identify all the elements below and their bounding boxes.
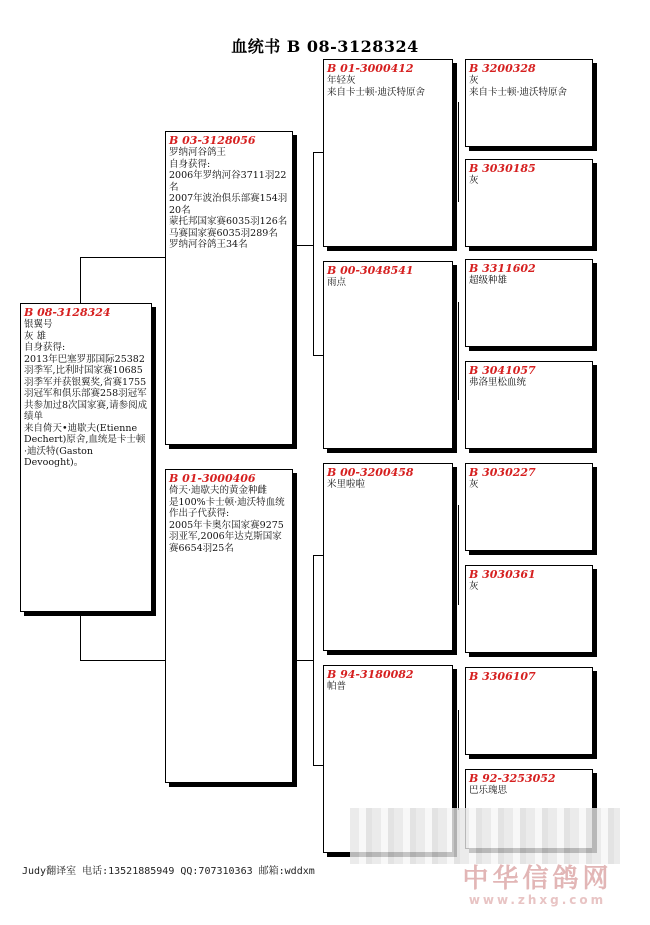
connector — [80, 612, 81, 660]
bird-description: 年轻灰 来自卡士顿·迪沃特原舍 — [327, 75, 426, 98]
pedigree-sire — [165, 131, 293, 445]
watermark-url: www.zhxg.com — [468, 893, 607, 907]
connector — [458, 505, 459, 605]
ring-number: B 03-3128056 — [169, 134, 256, 147]
connector — [458, 102, 459, 202]
ring-number: B 3041057 — [469, 364, 536, 377]
bird-description: 弗洛里松血统 — [469, 377, 527, 388]
connector — [293, 245, 313, 246]
ring-number: B 08-3128324 — [24, 306, 111, 319]
bird-description: 罗纳河谷鸽王 自身获得: 2006年罗纳河谷3711羽22名 2007年波治俱乐部赛154羽20名 蒙托邦国家赛6035羽126名 马赛国家赛6035羽289名 罗纳河谷鸽王34名 — [169, 147, 288, 250]
connector — [313, 765, 323, 766]
connector — [313, 152, 314, 355]
page-title: 血统书 B 08-3128324 — [231, 37, 419, 56]
bird-description: 灰 — [469, 479, 479, 490]
ring-number: B 3200328 — [469, 62, 536, 75]
ring-number: B 01-3000412 — [327, 62, 414, 75]
pedigree-sire-dam — [323, 261, 453, 449]
ring-number: B 3030227 — [469, 466, 536, 479]
ring-number: B 01-3000406 — [169, 472, 256, 485]
ring-number: B 00-3200458 — [327, 466, 414, 479]
connector — [80, 660, 165, 661]
connector — [313, 555, 314, 765]
pedigree-ggp-4 — [465, 361, 593, 449]
bird-description: 银翼号 灰 雄 自身获得: 2013年巴塞罗那国际25382羽季军,比利时国家赛10685羽季军并获银翼奖,省赛1755羽冠军和俱乐部赛258羽冠军 共参加过8次国家赛,请参阅成绩单 来自倚天•迪歇夫(Etienne Dechert)原舍,血统是卡士顿·迪沃特(Gaston Devooght)。 — [24, 319, 148, 468]
pedigree-dam-sire — [323, 463, 453, 651]
connector — [313, 555, 323, 556]
bird-description: 雨点 — [327, 277, 347, 288]
pedigree-ggp-7 — [465, 667, 593, 755]
pedigree-ggp-5 — [465, 463, 593, 551]
ring-number: B 3311602 — [469, 262, 536, 275]
ring-number: B 3030361 — [469, 568, 536, 581]
blurred-overlay — [350, 808, 620, 864]
bird-description: 帕普 — [327, 681, 347, 692]
bird-description: 灰 — [469, 581, 479, 592]
bird-description: 巴乐瑰思 — [469, 785, 508, 796]
footer-contact: Judy翻译室 电话:13521885949 QQ:707310363 邮箱:wddxm — [22, 866, 315, 877]
ring-number: B 92-3253052 — [469, 772, 556, 785]
ring-number: B 94-3180082 — [327, 668, 414, 681]
pedigree-sire-sire — [323, 59, 453, 247]
bird-description: 米里啦啦 — [327, 479, 366, 490]
connector — [293, 660, 313, 661]
watermark-logo-text: 中华信鸽网 — [462, 864, 613, 894]
pedigree-ggp-2 — [465, 159, 593, 247]
connector — [80, 257, 81, 303]
connector — [80, 257, 165, 258]
bird-description: 超级种雄 — [469, 275, 508, 286]
bird-description: 倚天·迪歇夫的黄金种雌 是100%卡士顿·迪沃特血统作出子代获得: 2005年卡奥尔国家赛9275羽亚军,2006年达克斯国家赛6654羽25名 — [169, 485, 285, 554]
connector — [313, 355, 323, 356]
ring-number: B 3306107 — [469, 670, 536, 683]
bird-description: 灰 — [469, 175, 479, 186]
connector — [458, 302, 459, 400]
ring-number: B 3030185 — [469, 162, 536, 175]
pedigree-ggp-1 — [465, 59, 593, 147]
pedigree-ggp-3 — [465, 259, 593, 347]
pedigree-ggp-6 — [465, 565, 593, 653]
pedigree-dam — [165, 469, 293, 783]
ring-number: B 00-3048541 — [327, 264, 414, 277]
pedigree-subject — [20, 303, 152, 612]
bird-description: 灰 来自卡士顿·迪沃特原舍 — [469, 75, 568, 98]
connector — [313, 152, 323, 153]
connector — [458, 710, 459, 810]
